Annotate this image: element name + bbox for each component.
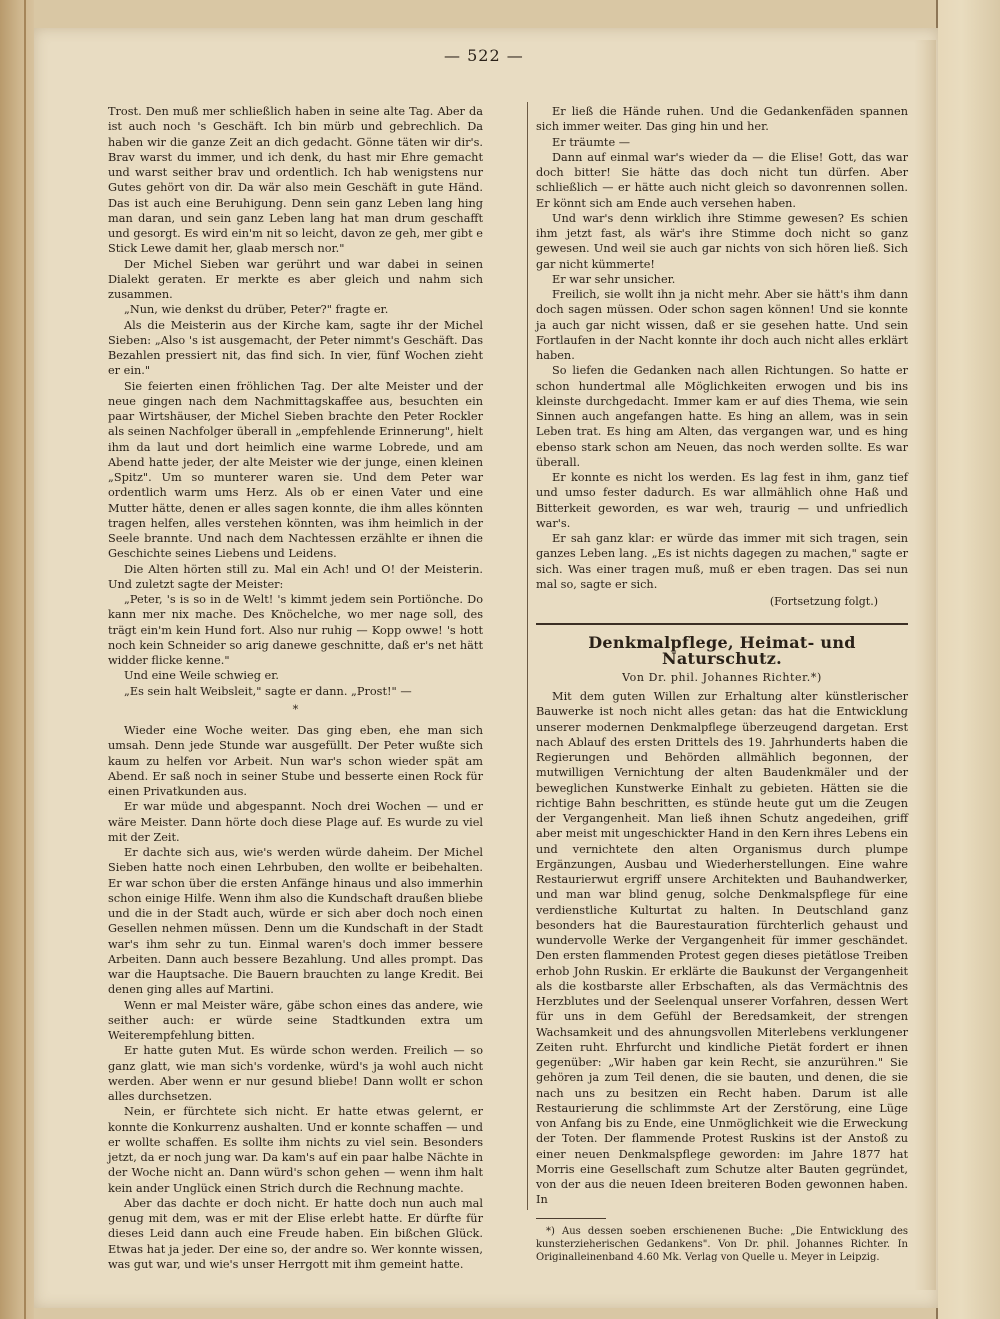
page-number: — 522 — — [444, 46, 524, 65]
paragraph: Er hatte guten Mut. Es würde schon werden. Freilich — so ganz glatt, wie man sich's vordenke, würd's ja wohl auch nicht werden. Aber wenn er nur gesund bliebe! Dann wollt er schon alles durchsetzen. — [108, 1044, 483, 1103]
paragraph: Und war's denn wirklich ihre Stimme gewesen? Es schien ihm jetzt fast, als wär's ihre Stimme doch nicht so ganz gewesen. Und weil sie auch gar nichts von sich hören ließ. Sich gar nicht kümmerte! — [536, 211, 908, 271]
paragraph: „Nun, wie denkst du drüber, Peter?" fragte er. — [124, 303, 389, 317]
footnote: *) Aus dessen soeben erschienenen Buche: „Die Entwicklung des kunsterzieherischen Gedankens". Von Dr. phil. Johannes Richter. In Originalleinenband 4.60 Mk. Verlag von Quelle u. Meyer in Leipzig. — [536, 1225, 908, 1263]
article-separator-rule — [536, 623, 908, 625]
paragraph: Nein, er fürchtete sich nicht. Er hatte etwas gelernt, er konnte die Konkurrenz aushalten. Und er konnte schaffen — und er wollte schaffen. Es sollte ihm nichts zu viel sein. Besonders jetzt, da er noch jung war. Da kam's auf ein paar halbe Nächte in der Woche nicht an. Dann würd's schon gehen — wenn ihm halt kein ander Unglück einen Strich durch die Rechnung machte. — [108, 1105, 483, 1195]
paper-shadow — [914, 40, 936, 1290]
article-title: Denkmalpflege, Heimat- und Naturschutz. — [588, 633, 856, 668]
article-byline: Von Dr. phil. Johannes Richter.*) — [622, 670, 822, 684]
article-paragraph: Mit dem guten Willen zur Erhaltung alter künstlerischer Bauwerke ist noch nicht alles getan: das hat die Entwicklung unserer modernen Denkmalpflege überzeugend dargetan. Erst nach Ablauf des ersten Drittels des 19. Jahrhunderts haben die Regierungen und Behörden allmählich begonnen, der mutwilligen Vernichtung der alten Baudenkmäler und der beweglichen Kunstwerke Einhalt zu gebieten. Hätten sie die richtige Bahn beschritten, es stünde heute gut um die Zeugen der Vergangenheit. Man ließ ihnen Schutz angedeihen, griff aber meist mit ungeschickter Hand in den Kern ihres Lebens ein und vernichtete den alten Organismus durch plumpe Ergänzungen, Ausbau und Wiederherstellungen. Eine wahre Restaurierwut ergriff unsere Architekten und Bauhandwerker, und man war blind genug, solche Denkmalspflege für eine verdienstliche Kulturtat zu halten. In Deutschland ganz besonders hat die Baurestauration fürchterlich gehaust und wundervolle Werke der Vergangenheit für immer geschändet. Den ersten flammenden Protest gegen dieses pietätlose Treiben erhob John Ruskin. Er erklärte die Baukunst der Vergangenheit als die kostbarste aller Erbschaften, als das Vermächtnis des Herzblutes und der Seelenqual unserer Vorfahren, dessen Wert für uns in dem Gefühl der Beredsamkeit, der strengen Wachsamkeit und des ahnungsvollen Miterlebens verklungener Zeiten ruht. Ehrfurcht und kindliche Pietät fordert er ihnen gegenüber: „Wir haben gar kein Recht, sie anzurühren." Sie gehören ja zum Teil denen, die sie bauten, und denen, die sie nach uns zu besitzen ein Recht haben. Darum ist alle Restaurierung die schlimmste Art der Zerstörung, eine Lüge von Anfang bis zu Ende, eine Unmöglichkeit wie die Erweckung der Toten. Der flammende Protest Ruskins ist der Anstoß zu einer neuen Denkmalspflege geworden: im Jahre 1877 hat Morris eine Gesellschaft zum Schutze alter Bauten gegründet, von der aus die neuen Ideen breiteren Boden gewonnen haben. In — [536, 690, 908, 1207]
paragraph: So liefen die Gedanken nach allen Richtungen. So hatte er schon hundertmal alle Möglichkeiten erwogen und bis ins kleinste durchgedacht. Immer kam er auf dies Thema, wie sein Sinnen auch angefangen hatte. Es hing an allem, was in sein Leben trat. Es hing am Alten, das vergangen war, und es hing ebenso stark schon am Neuen, das noch werden sollte. Es war überall. — [536, 364, 908, 469]
paragraph: Dann auf einmal war's wieder da — die Elise! Gott, das war doch bitter! Sie hätte das doch nicht tun dürfen. Aber schließlich — er hätte auch nicht gleich so davonrennen sollen. Er könnt sich am Ende auch versehen haben. — [536, 150, 908, 210]
binding-edge-right — [936, 0, 1000, 1319]
left-column — [108, 104, 483, 1271]
page-edge-left — [0, 0, 34, 1319]
paragraph: Er träumte — — [552, 135, 631, 149]
column-divider — [527, 102, 528, 1210]
paragraph: Er dachte sich aus, wie's werden würde daheim. Der Michel Sieben hatte noch einen Lehrbuben, den wollte er beibehalten. Er war schon über die ersten Anfänge hinaus und also immerhin schon einige Hilfe. Wenn ihm also die Kundschaft draußen bliebe und die in der Stadt auch, würde er sich aber doch noch einen Gesellen nehmen müssen. Denn um die Kundschaft in der Stadt war's ihm sehr zu tun. Einmal waren's doch immer bessere Arbeiten. Dann auch bessere Bezahlung. Und alles prompt. Das war die Hauptsache. Die Bauern brauchten zu lange Kredit. Bei denen ging alles auf Martini. — [108, 846, 483, 997]
paragraph: Wieder eine Woche weiter. Das ging eben, ehe man sich umsah. Denn jede Stunde war ausgefüllt. Der Peter wußte sich kaum zu helfen vor Arbeit. Nun war's schon wieder spät am Abend. Er saß noch in seiner Stube und besserte einen Rock für einen Privatkunden aus. — [108, 724, 483, 798]
paragraph: Trost. Den muß mer schließlich haben in seine alte Tag. Aber da ist auch noch 's Geschäft. Ich bin mürb und gebrechlich. Da haben wir die ganze Zeit an dich gedacht. Gönne täten wir dir's. Brav warst du immer, und ich denk, du hast mir Ehre gemacht und warst seither brav und ordentlich. Ich hab wenigstens nur Gutes gehört von dir. Da wär also mein Geschäft in gute Händ. Das ist auch eine Beruhigung. Denn sein ganz Leben lang hing man daran, und sein ganz Leben lang hat man drum geschafft und gesorgt. Es wird ein'm nit so leicht, davon ze geh, mer gibt e Stick Lewe damit her, glaab mersch nor." — [108, 105, 483, 256]
paragraph: Als die Meisterin aus der Kirche kam, sagte ihr der Michel Sieben: „Also 's ist ausgemacht, der Peter nimmt's Geschäft. Das Bezahlen pressiert nit, das find sich. In vier, fünf Wochen zieht er ein." — [108, 318, 483, 378]
paragraph: Sie feierten einen fröhlichen Tag. Der alte Meister und der neue gingen nach dem Nachmittagskaffee aus, besuchten ein paar Wirtshäuser, der Michel Sieben brachte den Peter Rockler als seinen Nachfolger überall in „empfehlende Erinnerung", hielt ihm da laut und dort heimlich eine warme Lobrede, und am Abend hatte jeder, der alte Meister wie der junge, einen kleinen „Spitz". Um so munterer waren sie. Und dem Peter war ordentlich warm ums Herz. Als ob er einen Vater und eine Mutter hätte, denen er alles sagen konnte, die ihm alles könnten tragen helfen, alles verstehen könnten, was ihm heimlich in der Seele brannte. Und nach dem Nachtessen erzählte er ihnen die Geschichte seines Liebens und Leidens. — [108, 379, 483, 561]
right-column — [536, 104, 908, 1263]
paragraph: Er war müde und abgespannt. Noch drei Wochen — und er wäre Meister. Dann hörte doch diese Plage auf. Es wurde zu viel mit der Zeit. — [108, 800, 483, 844]
paragraph: Er ließ die Hände ruhen. Und die Gedankenfäden spannen sich immer weiter. Das ging hin und her. — [536, 105, 908, 134]
section-separator-star: * — [292, 702, 299, 716]
paragraph: Er war sehr unsicher. — [552, 272, 676, 286]
paragraph: Wenn er mal Meister wäre, gäbe schon eines das andere, wie seither auch: er würde seine Stadtkunden extra um Weiterempfehlung bitten. — [108, 998, 483, 1042]
page-edge-line — [24, 0, 26, 1319]
paragraph: „Es sein halt Weibsleit," sagte er dann. „Prost!" — — [124, 684, 412, 698]
paragraph: Aber das dachte er doch nicht. Er hatte doch nun auch mal genug mit dem, was er mit der Elise erlebt hatte. Er dürfte für dieses Leid dann auch eine Freude haben. Ein bißchen Glück. Etwas hat ja jeder. Der eine so, der andre so. Wer konnte wissen, was gut war, und wie's unser Herrgott mit ihm gemeint hatte. — [108, 1196, 483, 1271]
paragraph: Freilich, sie wollt ihn ja nicht mehr. Aber sie hätt's ihm dann doch sagen müssen. Oder schon sagen können! Und sie konnte ja auch gar nicht wissen, daß er sie gesehen hatte. Und sein Fortlaufen in der Nacht konnte ihr doch auch nicht alles erklärt haben. — [536, 288, 908, 362]
continuation-note: (Fortsetzung folgt.) — [769, 595, 878, 608]
paragraph: Er sah ganz klar: er würde das immer mit sich tragen, sein ganzes Leben lang. „Es ist nichts dagegen zu machen," sagte er sich. Was einer tragen muß, muß er eben tragen. Das sei nun mal so, sagte er sich. — [536, 532, 908, 591]
paragraph: Die Alten hörten still zu. Mal ein Ach! und O! der Meisterin. Und zuletzt sagte der Meister: — [108, 562, 483, 591]
paragraph: Und eine Weile schwieg er. — [124, 669, 279, 683]
paragraph: „Peter, 's is so in de Welt! 's kimmt jedem sein Portiönche. Do kann mer nix mache. Des Knöchelche, wo mer nage soll, des trägt ein'm kein Hund fort. Also nur ruhig — Kopp owwe! 's hott noch kein Schneider so arig danewe geschnitte, daß er's net hätt widder flicke kenne." — [108, 593, 483, 667]
paragraph: Er konnte es nicht los werden. Es lag fest in ihm, ganz tief und umso fester dadurch. Es war allmählich ohne Haß und Bitterkeit geworden, es war weh, traurig — und unfriedlich war's. — [536, 471, 908, 530]
paragraph: Der Michel Sieben war gerührt und war dabei in seinen Dialekt geraten. Er merkte es aber gleich und nahm sich zusammen. — [108, 257, 483, 301]
footnote-rule — [536, 1218, 606, 1219]
